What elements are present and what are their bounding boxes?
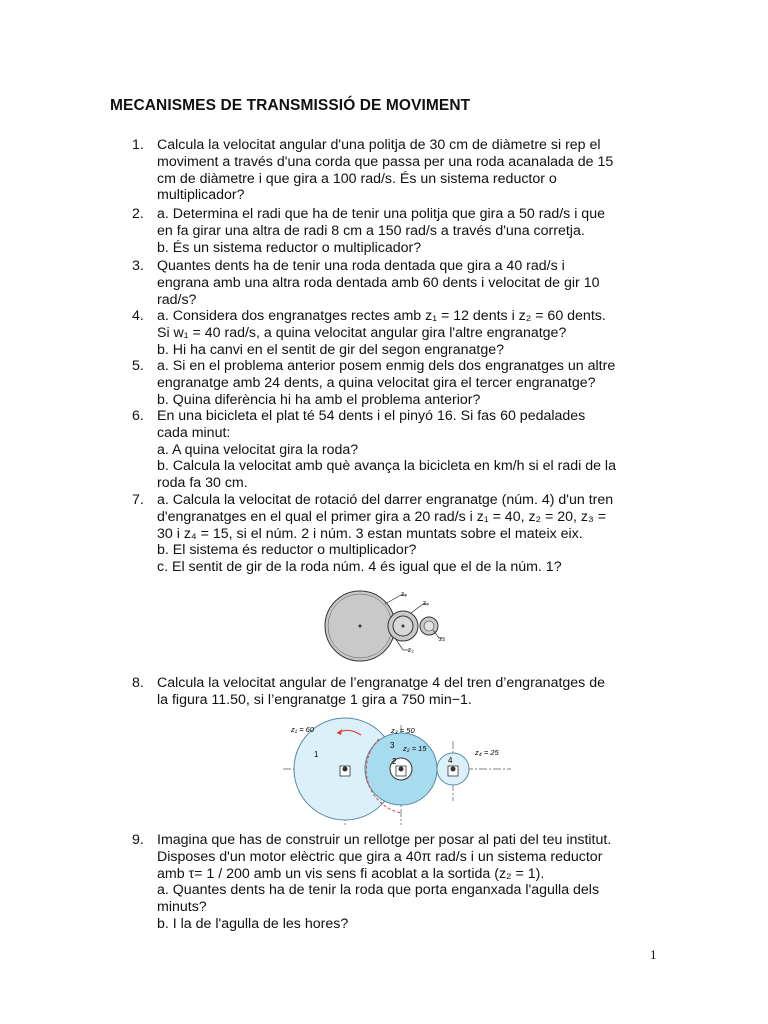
- exercise-line: b. I la de l'agulla de les hores?: [157, 915, 349, 932]
- exercise-number: 7.: [132, 492, 144, 508]
- exercise-text: [157, 492, 652, 576]
- label-z2: z₂ = 15: [403, 744, 427, 753]
- exercise-line: En una bicicleta el plat té 54 dents i el pinyó 16. Si fas 60 pedalades: [157, 408, 586, 424]
- exercise-line: a. A quina velocitat gira la roda?: [157, 441, 359, 458]
- exercise-line: a. Si en el problema anterior posem enmig dels dos engranatges un altre: [157, 358, 616, 374]
- exercise-line: Quantes dents ha de tenir una roda dentada que gira a 40 rad/s i: [157, 258, 565, 274]
- exercise-line: amb τ= 1 / 200 amb un vis sens fi acoblat a la sortida (z₂ = 1).: [157, 865, 545, 882]
- exercise-line: 30 i z₄ = 15, si el núm. 2 i núm. 3 estan muntats sobre el mateix eix.: [157, 525, 583, 542]
- exercise-line: b. Quina diferència hi ha amb el problema anterior?: [157, 391, 481, 408]
- exercise-line: d'engranatges en el qual el primer gira a 20 rad/s i z₁ = 40, z₂ = 20, z₃ =: [157, 508, 606, 525]
- gear-number-1: 1: [314, 750, 319, 759]
- exercise-line: b. És un sistema reductor o multiplicador?: [157, 239, 422, 256]
- exercise-line: a. Considera dos engranatges rectes amb z₁ = 12 dents i z₂ = 60 dents.: [157, 308, 606, 324]
- page-number: 1: [650, 947, 657, 962]
- exercise-text: [157, 358, 652, 408]
- exercise-number: 9.: [132, 832, 144, 848]
- exercise-line: a. Determina el radi que ha de tenir una politja que gira a 50 rad/s i que: [157, 206, 605, 222]
- exercise-line: roda fa 30 cm.: [157, 475, 248, 492]
- exercise-text: [157, 308, 652, 358]
- exercise-line: b. Hi ha canvi en el sentit de gir del segon engranatge?: [157, 341, 505, 358]
- exercise-line: Calcula la velocitat angular de l’engranatge 4 del tren d’engranatges de: [157, 675, 606, 691]
- exercise-line: cm de diàmetre i que gira a 100 rad/s. És un sistema reductor o: [157, 170, 557, 187]
- gear-number-4: 4: [448, 756, 453, 765]
- exercise-line: moviment a través d'una corda que passa per una roda acanalada de 15: [157, 153, 614, 170]
- gear-train-figure-2: [283, 717, 511, 829]
- exercise-line: Calcula la velocitat angular d'una politja de 30 cm de diàmetre si rep el: [157, 137, 601, 153]
- label-z4: z₄ = 25: [475, 748, 499, 757]
- exercise-line: engrana amb una altra roda dentada amb 60 dents i velocitat de gir 10: [157, 274, 600, 291]
- exercise-line: multiplicador?: [157, 187, 245, 204]
- exercise-line: c. El sentit de gir de la roda núm. 4 és igual que el de la núm. 1?: [157, 559, 562, 576]
- exercise-text: [157, 206, 652, 256]
- exercise-line: a. Quantes dents ha de tenir la roda que porta enganxada l'agulla dels: [157, 882, 600, 899]
- exercise-line: Imagina que has de construir un rellotge per posar al pati del teu institut.: [157, 832, 612, 848]
- page-title: MECANISMES DE TRANSMISSIÓ DE MOVIMENT: [110, 97, 471, 114]
- gear-number-2: 2: [392, 757, 397, 766]
- gear-train-figure-1: [315, 588, 455, 662]
- exercise-number: 8.: [132, 675, 144, 691]
- exercise-line: en fa girar una altra de radi 8 cm a 150 rad/s a través d'una corretja.: [157, 222, 585, 239]
- exercise-line: engranatge amb 24 dents, a quina velocitat gira el tercer engranatge?: [157, 374, 596, 391]
- exercise-text: [157, 832, 652, 933]
- exercise-number: 2.: [132, 206, 144, 222]
- label-z2: z₂: [408, 647, 414, 654]
- exercise-line: b. El sistema és reductor o multiplicador?: [157, 542, 417, 559]
- exercise-line: b. Calcula la velocitat amb què avança la bicicleta en km/h si el radi de la: [157, 458, 616, 475]
- exercise-number: 1.: [132, 137, 144, 153]
- exercise-line: Disposes d'un motor elèctric que gira a 40π rad/s i un sistema reductor: [157, 848, 603, 865]
- exercise-text: [157, 258, 652, 308]
- exercise-line: rad/s?: [157, 291, 197, 308]
- exercise-text: [157, 408, 652, 492]
- label-z3: z₃: [423, 600, 429, 607]
- exercise-number: 5.: [132, 358, 144, 374]
- label-z1: z₁ = 60: [291, 725, 315, 734]
- exercise-number: 4.: [132, 308, 144, 324]
- gear-number-3: 3: [390, 741, 395, 750]
- exercise-text: [157, 137, 652, 204]
- label-z3: z₃ = 50: [391, 726, 415, 735]
- exercise-line: a. Calcula la velocitat de rotació del darrer engranatge (núm. 4) d'un tren: [157, 492, 614, 508]
- exercise-line: cada minut:: [157, 424, 231, 441]
- exercise-number: 3.: [132, 258, 144, 274]
- exercise-number: 6.: [132, 408, 144, 424]
- label-z1: z₁: [401, 591, 407, 598]
- label-z4: z₄: [439, 636, 445, 643]
- exercise-line: Si w₁ = 40 rad/s, a quina velocitat angular gira l'altre engranatge?: [157, 324, 567, 341]
- exercise-line: la figura 11.50, si l’engranatge 1 gira a 750 min−1.: [157, 691, 472, 708]
- exercise-text: [157, 675, 652, 709]
- exercise-line: minuts?: [157, 899, 207, 916]
